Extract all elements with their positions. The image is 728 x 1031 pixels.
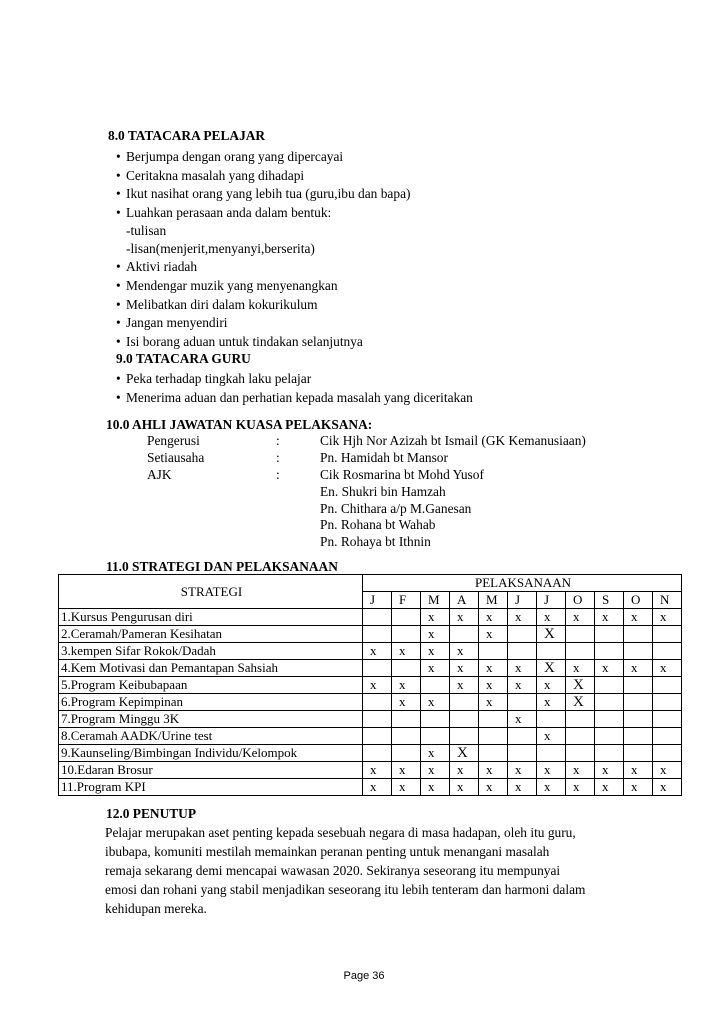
- committee-separator: :: [276, 433, 280, 448]
- strategy-cell: 10.Edaran Brosur: [59, 762, 363, 779]
- schedule-cell: x: [450, 677, 479, 694]
- schedule-cell: [566, 728, 595, 745]
- schedule-cell: [653, 677, 682, 694]
- list-item: • Aktivi riadah: [116, 258, 410, 277]
- month-header: O: [566, 592, 595, 609]
- schedule-cell: x: [508, 711, 537, 728]
- strategy-cell: 6.Program Kepimpinan: [59, 694, 363, 711]
- committee-role: AJK: [147, 467, 172, 482]
- schedule-cell: [363, 711, 392, 728]
- strategy-cell: 3.kempen Sifar Rokok/Dadah: [59, 643, 363, 660]
- schedule-cell: X: [566, 694, 595, 711]
- schedule-cell: [421, 677, 450, 694]
- schedule-cell: [653, 626, 682, 643]
- schedule-cell: [537, 643, 566, 660]
- list-item: • Ikut nasihat orang yang lebih tua (guru,ibu dan bapa): [116, 185, 410, 204]
- schedule-cell: x: [479, 609, 508, 626]
- schedule-cell: X: [566, 677, 595, 694]
- schedule-cell: x: [508, 660, 537, 677]
- schedule-cell: x: [450, 660, 479, 677]
- committee-row: [147, 466, 617, 483]
- schedule-cell: [624, 677, 653, 694]
- page-number: Page 36: [343, 970, 385, 982]
- schedule-cell: x: [392, 779, 421, 796]
- table-row: [59, 711, 682, 728]
- schedule-cell: [392, 728, 421, 745]
- schedule-cell: x: [566, 779, 595, 796]
- committee-role: Pengerusi: [147, 433, 200, 448]
- list-item: • Mendengar muzik yang menyenangkan: [116, 277, 410, 296]
- schedule-cell: x: [537, 762, 566, 779]
- strategy-table: [58, 574, 682, 796]
- schedule-cell: X: [537, 660, 566, 677]
- schedule-cell: x: [624, 660, 653, 677]
- schedule-cell: [508, 643, 537, 660]
- section-8-list: [116, 148, 410, 351]
- committee-role: Setiausaha: [147, 450, 205, 465]
- schedule-cell: x: [508, 677, 537, 694]
- strategy-cell: 9.Kaunseling/Bimbingan Individu/Kelompok: [59, 745, 363, 762]
- schedule-cell: [363, 609, 392, 626]
- month-header: S: [595, 592, 624, 609]
- strategy-header: STRATEGI: [59, 575, 363, 609]
- schedule-cell: [450, 728, 479, 745]
- schedule-cell: x: [566, 609, 595, 626]
- committee-name: Cik Rosmarina bt Mohd Yusof: [320, 467, 484, 482]
- schedule-cell: x: [595, 660, 624, 677]
- committee-extra-members: [320, 484, 471, 550]
- schedule-cell: [653, 711, 682, 728]
- paragraph-line: Pelajar merupakan aset penting kepada sesebuah negara di masa hadapan, oleh itu guru,: [105, 825, 576, 840]
- list-item: • Isi borang aduan untuk tindakan selanjutnya: [116, 333, 410, 352]
- schedule-cell: [363, 694, 392, 711]
- schedule-cell: [392, 711, 421, 728]
- section-9-list: [116, 370, 473, 407]
- committee-name: Cik Hjh Nor Azizah bt Ismail (GK Kemanusiaan): [320, 433, 586, 448]
- list-item: • Luahkan perasaan anda dalam bentuk:: [116, 204, 410, 223]
- list-item: • Melibatkan diri dalam kokurikulum: [116, 296, 410, 315]
- schedule-cell: x: [479, 779, 508, 796]
- schedule-cell: x: [421, 694, 450, 711]
- committee-member: Pn. Rohaya bt Ithnin: [320, 533, 431, 549]
- schedule-cell: [479, 643, 508, 660]
- month-header: M: [479, 592, 508, 609]
- table-row: [59, 694, 682, 711]
- strategy-cell: 2.Ceramah/Pameran Kesihatan: [59, 626, 363, 643]
- month-header: N: [653, 592, 682, 609]
- schedule-cell: x: [624, 762, 653, 779]
- schedule-cell: [566, 745, 595, 762]
- schedule-cell: x: [537, 677, 566, 694]
- schedule-cell: x: [624, 779, 653, 796]
- strategy-cell: 8.Ceramah AADK/Urine test: [59, 728, 363, 745]
- schedule-cell: [595, 677, 624, 694]
- schedule-cell: [508, 728, 537, 745]
- closing-paragraph: [105, 823, 645, 918]
- schedule-cell: [624, 626, 653, 643]
- month-header: J: [537, 592, 566, 609]
- schedule-cell: x: [421, 609, 450, 626]
- month-header: O: [624, 592, 653, 609]
- section-12-heading: 12.0 PENUTUP: [106, 806, 197, 821]
- table-row: [59, 609, 682, 626]
- schedule-cell: [653, 745, 682, 762]
- schedule-cell: x: [653, 779, 682, 796]
- schedule-cell: x: [508, 779, 537, 796]
- schedule-cell: x: [421, 660, 450, 677]
- schedule-cell: [450, 626, 479, 643]
- schedule-cell: x: [595, 779, 624, 796]
- schedule-cell: [508, 745, 537, 762]
- schedule-cell: x: [479, 660, 508, 677]
- committee-member: Pn. Chithara a/p M.Ganesan: [320, 500, 472, 516]
- schedule-cell: x: [479, 677, 508, 694]
- committee-row: [147, 432, 617, 449]
- month-header: A: [450, 592, 479, 609]
- schedule-cell: [479, 728, 508, 745]
- schedule-cell: [363, 745, 392, 762]
- committee-separator: :: [276, 467, 280, 482]
- schedule-cell: x: [450, 762, 479, 779]
- schedule-cell: x: [537, 694, 566, 711]
- strategy-cell: 11.Program KPI: [59, 779, 363, 796]
- schedule-cell: x: [653, 660, 682, 677]
- section-11-heading: 11.0 STRATEGI DAN PELAKSANAAN: [106, 559, 338, 574]
- schedule-cell: x: [421, 745, 450, 762]
- month-header: F: [392, 592, 421, 609]
- paragraph-line: kehidupan mereka.: [105, 901, 207, 916]
- schedule-cell: x: [363, 677, 392, 694]
- schedule-cell: x: [392, 677, 421, 694]
- committee-member: En. Shukri bin Hamzah: [320, 484, 446, 499]
- table-row: [59, 762, 682, 779]
- schedule-cell: [392, 609, 421, 626]
- schedule-cell: [595, 643, 624, 660]
- schedule-cell: [595, 711, 624, 728]
- schedule-cell: x: [653, 609, 682, 626]
- month-header: J: [363, 592, 392, 609]
- schedule-cell: [421, 711, 450, 728]
- schedule-cell: [653, 694, 682, 711]
- schedule-cell: x: [421, 779, 450, 796]
- table-row: [59, 779, 682, 796]
- implementation-header: PELAKSANAAN: [363, 575, 682, 592]
- schedule-cell: [624, 745, 653, 762]
- schedule-cell: x: [595, 762, 624, 779]
- schedule-cell: [624, 643, 653, 660]
- schedule-cell: x: [508, 609, 537, 626]
- schedule-cell: [624, 711, 653, 728]
- schedule-cell: x: [537, 779, 566, 796]
- section-10-heading: 10.0 AHLI JAWATAN KUASA PELAKSANA:: [106, 417, 373, 432]
- month-header: J: [508, 592, 537, 609]
- list-item: • Berjumpa dengan orang yang dipercayai: [116, 148, 410, 167]
- schedule-cell: [624, 694, 653, 711]
- schedule-cell: [595, 694, 624, 711]
- strategy-cell: 4.Kem Motivasi dan Pemantapan Sahsiah: [59, 660, 363, 677]
- section-8-heading: 8.0 TATACARA PELAJAR: [108, 128, 266, 143]
- schedule-cell: x: [450, 609, 479, 626]
- schedule-cell: [566, 643, 595, 660]
- schedule-cell: [392, 660, 421, 677]
- schedule-cell: [508, 626, 537, 643]
- schedule-cell: x: [653, 762, 682, 779]
- schedule-cell: x: [566, 660, 595, 677]
- month-header: M: [421, 592, 450, 609]
- schedule-cell: [392, 626, 421, 643]
- schedule-cell: [363, 626, 392, 643]
- schedule-cell: [421, 728, 450, 745]
- schedule-cell: x: [363, 762, 392, 779]
- committee-name: Pn. Hamidah bt Mansor: [320, 450, 448, 465]
- schedule-cell: [537, 711, 566, 728]
- schedule-cell: x: [450, 779, 479, 796]
- schedule-cell: [363, 728, 392, 745]
- list-item: • Jangan menyendiri: [116, 314, 410, 333]
- schedule-cell: [392, 745, 421, 762]
- schedule-cell: [450, 711, 479, 728]
- schedule-cell: x: [392, 643, 421, 660]
- schedule-cell: x: [421, 762, 450, 779]
- schedule-cell: x: [479, 694, 508, 711]
- schedule-cell: [653, 643, 682, 660]
- table-row: [59, 677, 682, 694]
- schedule-cell: [566, 626, 595, 643]
- strategy-cell: 5.Program Keibubapaan: [59, 677, 363, 694]
- schedule-cell: x: [537, 609, 566, 626]
- schedule-cell: x: [479, 626, 508, 643]
- strategy-table-body: [59, 609, 682, 796]
- schedule-cell: x: [479, 762, 508, 779]
- section-9-heading: 9.0 TATACARA GURU: [116, 351, 251, 366]
- schedule-cell: [595, 728, 624, 745]
- schedule-cell: x: [392, 694, 421, 711]
- strategy-cell: 7.Program Minggu 3K: [59, 711, 363, 728]
- sub-item: -lisan(menjerit,menyanyi,berserita): [126, 241, 315, 257]
- schedule-cell: [479, 745, 508, 762]
- paragraph-line: ibubapa, komuniti mestilah memainkan peranan penting untuk menangani masalah: [105, 844, 550, 859]
- list-item: • Menerima aduan dan perhatian kepada masalah yang diceritakan: [116, 389, 473, 408]
- schedule-cell: [595, 745, 624, 762]
- schedule-cell: [508, 694, 537, 711]
- committee-row: [147, 449, 617, 466]
- list-item: • Ceritakna masalah yang dihadapi: [116, 167, 410, 186]
- schedule-cell: X: [537, 626, 566, 643]
- schedule-cell: [479, 711, 508, 728]
- sub-item: -tulisan: [126, 223, 167, 239]
- table-row: [59, 660, 682, 677]
- schedule-cell: X: [450, 745, 479, 762]
- schedule-cell: x: [537, 728, 566, 745]
- table-row: [59, 728, 682, 745]
- committee-separator: :: [276, 450, 280, 465]
- schedule-cell: x: [508, 762, 537, 779]
- schedule-cell: x: [421, 643, 450, 660]
- strategy-cell: 1.Kursus Pengurusan diri: [59, 609, 363, 626]
- schedule-cell: [624, 728, 653, 745]
- schedule-cell: x: [421, 626, 450, 643]
- schedule-cell: [450, 694, 479, 711]
- table-row: [59, 745, 682, 762]
- committee-member: Pn. Rohana bt Wahab: [320, 517, 436, 532]
- list-item: • Peka terhadap tingkah laku pelajar: [116, 370, 473, 389]
- schedule-cell: x: [450, 643, 479, 660]
- table-row: [59, 643, 682, 660]
- paragraph-line: emosi dan rohani yang stabil menjadikan seseorang itu lebih tenteram dan harmoni dalam: [105, 882, 586, 897]
- schedule-cell: x: [363, 779, 392, 796]
- schedule-cell: [537, 745, 566, 762]
- schedule-cell: [363, 660, 392, 677]
- schedule-cell: x: [566, 762, 595, 779]
- schedule-cell: [653, 728, 682, 745]
- schedule-cell: [566, 711, 595, 728]
- paragraph-line: remaja sekarang demi mencapai wawasan 2020. Sekiranya seseorang itu mempunyai: [105, 863, 561, 878]
- schedule-cell: [595, 626, 624, 643]
- table-row: [59, 626, 682, 643]
- schedule-cell: x: [392, 762, 421, 779]
- schedule-cell: x: [624, 609, 653, 626]
- schedule-cell: x: [595, 609, 624, 626]
- schedule-cell: x: [363, 643, 392, 660]
